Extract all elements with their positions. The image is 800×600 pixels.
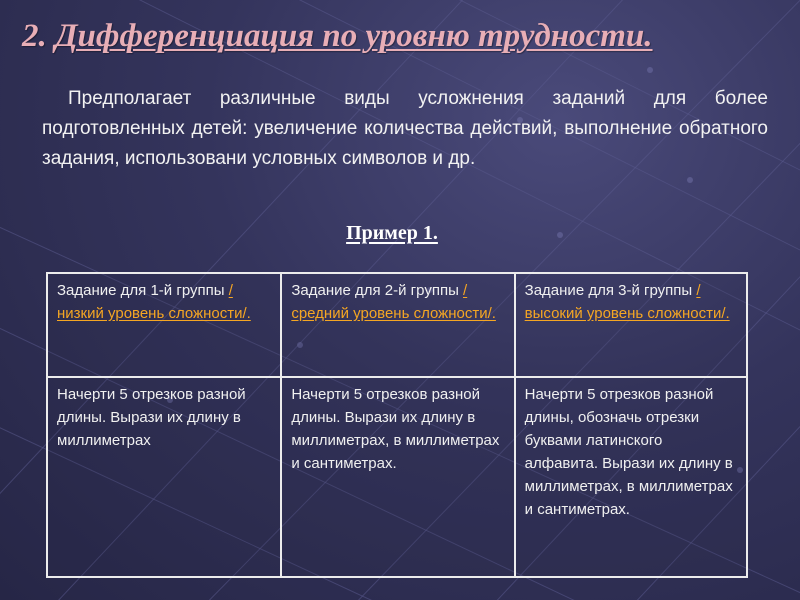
task-cell-group-1: Начерти 5 отрезков разной длины. Вырази их длину в миллиметрах	[47, 377, 281, 577]
table-row	[47, 377, 747, 577]
title-number: 2.	[22, 18, 47, 54]
title-text: Дифференциация по уровню трудности.	[55, 18, 653, 54]
task-table	[46, 272, 748, 578]
header-cell-group-1	[47, 273, 281, 377]
table-header-row	[47, 273, 747, 377]
slide-title	[22, 18, 653, 55]
example-heading	[0, 222, 800, 245]
intro-paragraph: Предполагает различные виды усложнения заданий для более подготовленных детей: увеличение количества действий, выполнение обратного задания, использовани условных символов и др.	[42, 88, 768, 169]
header-cell-group-3	[515, 273, 747, 377]
difficulty-level-high: /высокий уровень сложности/.	[524, 282, 730, 322]
difficulty-level-low: /низкий уровень сложности/.	[57, 282, 251, 322]
header-prefix: Задание для 2-й группы	[291, 282, 464, 299]
example-label: Пример 1.	[346, 222, 438, 244]
header-prefix: Задание для 1-й группы	[57, 282, 229, 299]
task-cell-group-2: Начерти 5 отрезков разной длины. Вырази их длину в миллиметрах, в миллиметрах и сантиметрах.	[281, 377, 514, 577]
task-cell-group-3: Начерти 5 отрезков разной длины, обозначь отрезки буквами латинского алфавита. Вырази их длину в миллиметрах, в миллиметрах и сантиметрах.	[515, 377, 747, 577]
header-cell-group-2	[281, 273, 514, 377]
header-prefix: Задание для 3-й группы	[524, 282, 697, 299]
difficulty-level-medium: /средний уровень сложности/.	[291, 282, 496, 322]
